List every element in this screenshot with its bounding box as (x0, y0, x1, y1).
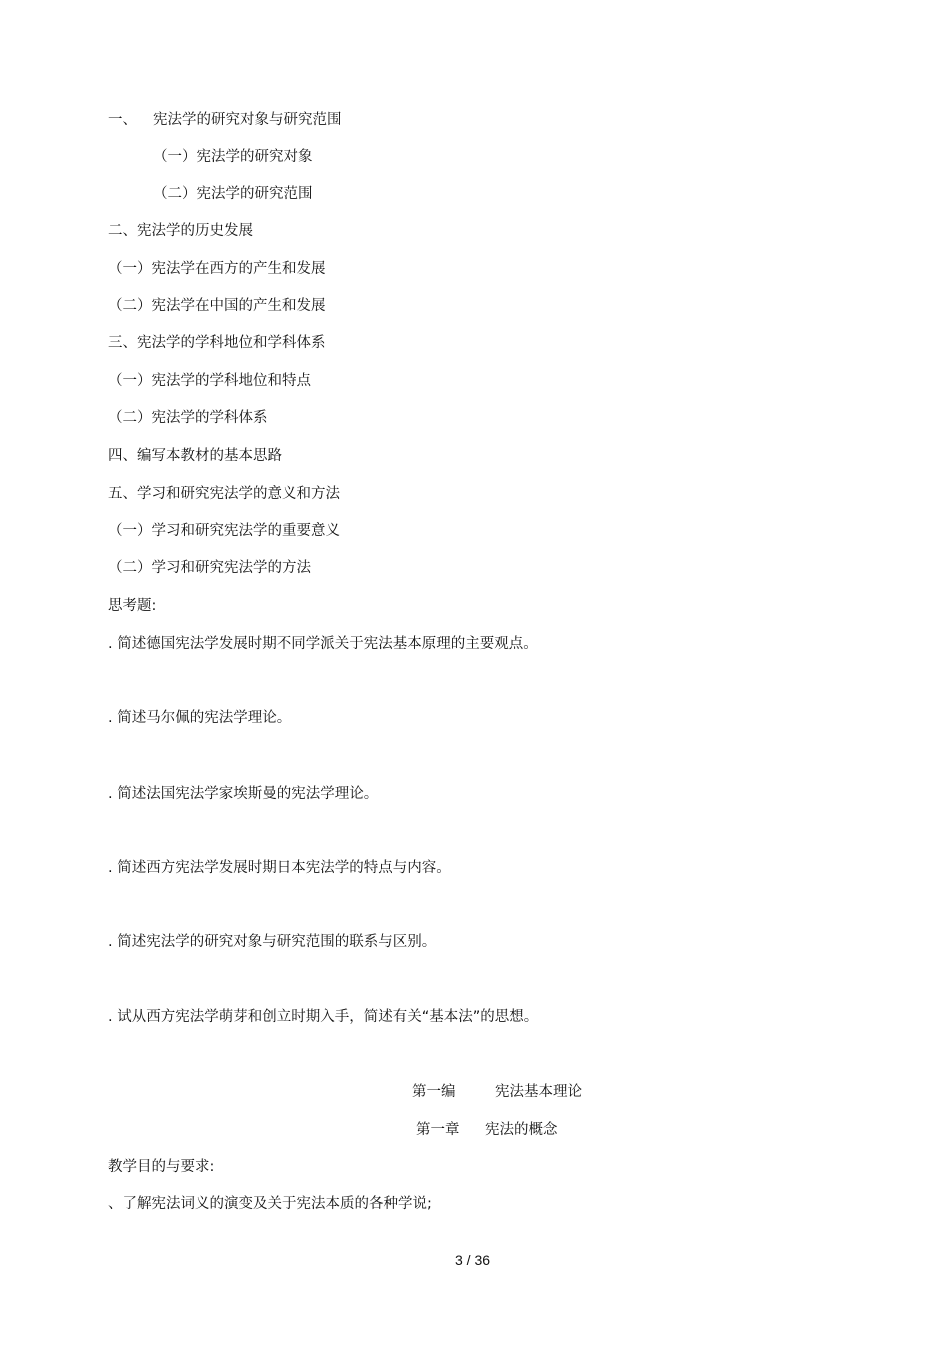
subsection-2-1: （一）宪法学在西方的产生和发展 (108, 261, 326, 277)
subsection-1-2: （二）宪法学的研究范围 (153, 186, 313, 202)
question-item: . 试从西方宪法学萌芽和创立时期入手，简述有关“基本法”的思想。 (108, 1009, 539, 1025)
chapter-title: 宪法的概念 (485, 1122, 558, 1138)
section-3-title: 三、宪法学的学科地位和学科体系 (108, 335, 326, 351)
subsection-5-1: （一）学习和研究宪法学的重要意义 (108, 523, 340, 539)
question-item: . 简述马尔佩的宪法学理论。 (108, 710, 292, 726)
subsection-2-2: （二）宪法学在中国的产生和发展 (108, 298, 326, 314)
objectives-item: 、了解宪法词义的演变及关于宪法本质的各种学说; (108, 1196, 432, 1212)
objectives-heading: 教学目的与要求: (108, 1159, 215, 1175)
page-number: 3 / 36 (455, 1252, 491, 1268)
section-1-title: 宪法学的研究对象与研究范围 (153, 112, 342, 128)
question-item: . 简述宪法学的研究对象与研究范围的联系与区别。 (108, 934, 437, 950)
part-title: 宪法基本理论 (495, 1084, 582, 1100)
subsection-1-1: （一）宪法学的研究对象 (153, 149, 313, 165)
part-label: 第一编 (412, 1084, 456, 1100)
section-4-title: 四、编写本教材的基本思路 (108, 448, 282, 464)
section-5-title: 五、学习和研究宪法学的意义和方法 (108, 486, 340, 502)
subsection-3-2: （二）宪法学的学科体系 (108, 410, 268, 426)
chapter-label: 第一章 (416, 1122, 460, 1138)
section-1-number: 一、 (108, 112, 137, 128)
subsection-3-1: （一）宪法学的学科地位和特点 (108, 373, 311, 389)
subsection-5-2: （二）学习和研究宪法学的方法 (108, 560, 311, 576)
question-item: . 简述法国宪法学家埃斯曼的宪法学理论。 (108, 786, 379, 802)
question-item: . 简述西方宪法学发展时期日本宪法学的特点与内容。 (108, 860, 451, 876)
section-2-title: 二、宪法学的历史发展 (108, 223, 253, 239)
questions-heading: 思考题: (108, 598, 157, 614)
question-item: . 简述德国宪法学发展时期不同学派关于宪法基本原理的主要观点。 (108, 636, 538, 652)
